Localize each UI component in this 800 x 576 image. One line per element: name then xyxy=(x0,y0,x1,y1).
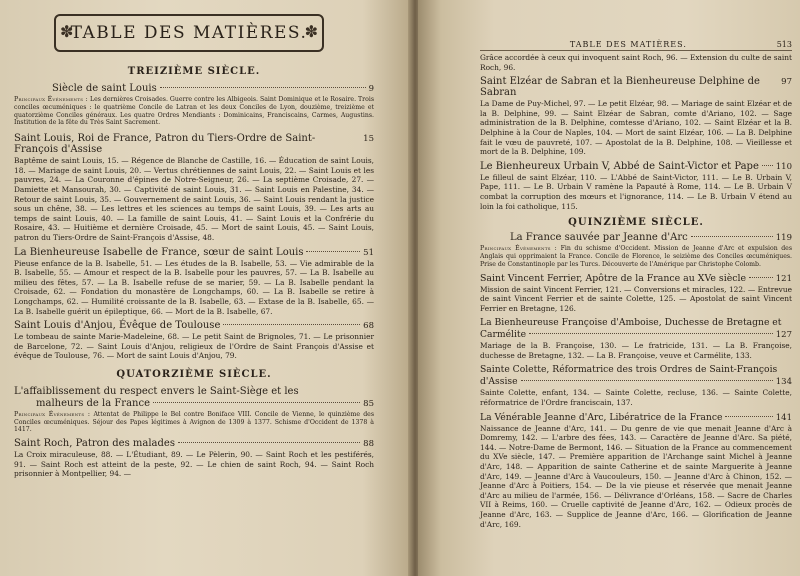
entry-title: Saint Roch, Patron des malades xyxy=(14,438,175,450)
entry-title: Siècle de saint Louis xyxy=(52,83,157,94)
leader-dots xyxy=(153,402,360,403)
entry-summary: Le filleul de saint Elzéar, 110. — L'Abbé de Saint-Victor, 111. — Le B. Urbain V, Pape, 111. — Le B. Urbain V ramène la Papauté à Rome, 114. — Le B. Urbain V combat la corruption des mœurs et l'ignorance, 114. — Le B. Urbain V étend au loin la foi catholique, 115. xyxy=(480,172,792,211)
entry-summary: Pieuse enfance de la B. Isabelle, 51. — Les études de la B. Isabelle, 53. — Vie admirable de la B. Isabelle, 55. — Amour et respect de la B. Isabelle pour les pauvres, 57. — La B. Isabelle au milieu des fêtes, 57. — La B. Isabelle refuse de se marier, 59. — La B. Isabelle pendant la Croisade, 62. — Fondation du monastère de Longchamps, 60. — La B. Isabelle se retire à Longchamps, 62. — Humilité croissante de la B. Isabelle, 63. — Extase de la B. Isabelle, 65. — La B. Isabelle guérit un épileptique, 66. — Mort de la B. Isabelle, 67. xyxy=(14,258,374,316)
leader-dots xyxy=(160,87,366,88)
entry-page: 15 xyxy=(363,134,374,145)
entry-page: 85 xyxy=(363,398,374,409)
leader-dots xyxy=(223,324,360,325)
toc-entry[interactable] xyxy=(480,232,792,243)
entry-page: 127 xyxy=(775,330,792,341)
century-heading-15: QUINZIÈME SIÈCLE. xyxy=(568,217,704,229)
entry-title: Le Bienheureux Urbain V, Abbé de Saint-Victor et Pape xyxy=(480,160,759,172)
entry-summary: Baptême de saint Louis, 15. — Régence de Blanche de Castille, 16. — Éducation de saint Louis, 18. — Mariage de saint Louis, 20. — Vertus chrétiennes de saint Louis, 22. — Saint Louis et les pauvres, 24. — La Couronne d'épines de Notre-Seigneur, 26. — La septième Croisade, 27. — Damiette et Mansourah, 30. — Captivité de saint Louis, 31. — Saint Louis en Palestine, 34. — Retour de saint Louis, 35. — Gouvernement de saint Louis, 36. — Saint Louis rendant la justice sous un chêne, 38. — Les lettres et les sciences au temps de saint Louis, 39. — Les arts au temps de saint Louis, 40. — La famille de saint Louis, 41. — Saint Louis et la Confrérie du Rosaire, 43. — Huitième et dernière Croisade, 45. — Mort de saint Louis, 45. — Saint Louis, patron du Tiers-Ordre de Saint-François d'Assise, 48. xyxy=(14,156,374,242)
entry-title: La Bienheureuse Isabelle de France, sœur de saint Louis xyxy=(14,246,304,258)
century-heading-13: TREIZIÈME SIÈCLE. xyxy=(127,66,261,77)
events-paragraph xyxy=(480,245,792,268)
toc-title: ✽ TABLE DES MATIÈRES. xyxy=(70,23,308,43)
toc-entry[interactable] xyxy=(14,247,374,258)
entry-page: 88 xyxy=(363,439,374,450)
toc-title-box xyxy=(54,14,324,52)
entry-summary: Mission de saint Vincent Ferrier, 121. — Conversions et miracles, 122. — Entrevue de saint Vincent Ferrier et de sainte Colette, 125. — Apostolat de saint Vincent Ferrier en Bretagne, 126. xyxy=(480,284,792,313)
events-heading: Principaux Événements : xyxy=(14,96,88,103)
events-paragraph xyxy=(14,96,374,127)
entry-title-line: La Bienheureuse Françoise d'Amboise, Duchesse de Bretagne et xyxy=(480,317,782,329)
entry-page: 134 xyxy=(775,377,792,388)
leader-dots xyxy=(691,236,773,237)
toc-entry[interactable] xyxy=(14,320,374,331)
leader-dots xyxy=(178,442,360,443)
entry-title: La France sauvée par Jeanne d'Arc xyxy=(510,232,688,244)
leader-dots xyxy=(306,251,360,252)
entry-title: Saint Louis, Roi de France, Patron du Tiers-Ordre de Saint-François d'Assise xyxy=(14,133,316,156)
entry-page: 97 xyxy=(781,77,792,88)
entry-summary: Naissance de Jeanne d'Arc, 141. — Du genre de vie que menait Jeanne d'Arc à Domremy, 142. — L'arbre des fées, 143. — Caractère de Jeanne d'Arc. Sa piété, 144. — Notre-Dame de Bermont, 146. — Situation de la France au commencement du XVe siècle, 147. — Première apparition de l'Archange saint Michel à Jeanne d'Arc, 148. — Apparition de sainte Catherine et de sainte Marguerite à Jeanne d'Arc, 149. — Jeanne d'Arc à Vaucouleurs, 150. — Jeanne d'Arc à Chinon, 152. — Jeanne d'Arc à Poitiers, 154. — De la vie pieuse et réservée que menait Jeanne d'Arc au milieu de l'armée, 156. — Délivrance d'Orléans, 158. — Sacre de Charles VII à Reims, 160. — Cruelle captivité de Jeanne d'Arc, 162. — Odieux procès de Jeanne d'Arc, 163. — Supplice de Jeanne d'Arc, 166. — Glorification de Jeanne d'Arc, 169. xyxy=(480,423,792,529)
toc-entry[interactable] xyxy=(14,133,374,155)
entry-page: 68 xyxy=(363,321,374,332)
leader-dots xyxy=(762,165,773,166)
leader-dots xyxy=(749,277,773,278)
events-heading: Principaux Événements : xyxy=(14,410,91,418)
page-number: 513 xyxy=(776,40,792,49)
toc-entry[interactable] xyxy=(480,329,792,340)
right-page xyxy=(418,0,800,576)
running-header xyxy=(480,40,792,51)
toc-entry[interactable] xyxy=(480,376,792,387)
events-text: Fin du schisme d'Occident. Mission de Jeanne d'Arc et expulsion des Anglais qui opprimaient la France. Concile de Florence, le seizième des Conciles œcuméniques. Prise de Constantinople par les Turcs. Découverte de l'Amérique par Christophe Colomb. xyxy=(480,245,793,268)
century-heading-14: QUATORZIÈME SIÈCLE. xyxy=(116,368,272,380)
entry-summary: Mariage de la B. Françoise, 130. — Le fratricide, 131. — La B. Françoise, duchesse de Bretagne, 132. — La B. Françoise, veuve et Carmélite, 133. xyxy=(480,341,792,360)
entry-title-line: Sainte Colette, Réformatrice des trois Ordres de Saint-François xyxy=(480,364,778,376)
leader-dots xyxy=(725,416,772,417)
toc-entry[interactable] xyxy=(480,76,792,98)
toc-entry[interactable] xyxy=(14,83,374,94)
entry-title: Saint Louis d'Anjou, Évêque de Toulouse xyxy=(14,320,221,332)
leader-dots xyxy=(521,380,773,381)
entry-title: Saint Vincent Ferrier, Apôtre de la France au XVe siècle xyxy=(480,272,747,284)
entry-page: 119 xyxy=(775,233,792,244)
events-text: Les dernières Croisades. Guerre contre les Albigeois. Saint Dominique et le Rosaire. Trois conciles œcuméniques : le quatrième Concile de Latran et les deux Conciles de Lyon, douzième, treizième et quatorzième Conciles généraux. Les quatre Ordres Mendiants : Dominicains, Franciscains, Carmes, Augustins. Institution de la fête du Très Saint Sacrement. xyxy=(14,96,374,127)
entry-page: 121 xyxy=(775,273,792,284)
entry-summary: Sainte Colette, enfant, 134. — Sainte Colette, recluse, 136. — Sainte Colette, réformatrice de l'Ordre franciscain, 137. xyxy=(480,388,792,408)
entry-title: d'Assise xyxy=(480,376,518,388)
entry-title: Saint Elzéar de Sabran et la Bienheureuse Delphine de Sabran xyxy=(480,76,760,99)
entry-summary: La Dame de Puy-Michel, 97. — Le petit Elzéar, 98. — Mariage de saint Elzéar et de la B. Delphine, 99. — Saint Elzéar de Sabran, comte d'Ariano, 102. — Sage administration de la B. Delphine, comtesse d'Ariano, 102. — Saint Elzéar et la B. Delphine à la Cour de Naples, 104. — Mort de saint Elzéar, 106. — La B. Delphine fait le vœu de pauvreté, 107. — Apostolat de la B. Delphine, 108. — Vieillesse et mort de la B. Delphine, 109. xyxy=(480,99,792,157)
entry-summary: Le tombeau de sainte Marie-Madeleine, 68. — Le petit Saint de Brignoles, 71. — Le prisonnier de Barcelone, 72. — Saint Louis d'Anjou, religieux de l'Ordre de Saint François d'Assise et évêque de Toulouse, 76. — Mort de saint Louis d'Anjou, 79. xyxy=(14,332,374,361)
entry-page: 141 xyxy=(775,412,792,423)
entry-title-line: L'affaiblissement du respect envers le Saint-Siège et les xyxy=(14,385,299,397)
entry-page: 110 xyxy=(775,161,792,172)
toc-entry[interactable] xyxy=(480,161,792,172)
toc-entry[interactable] xyxy=(14,438,374,449)
events-heading: Principaux Événements : xyxy=(480,245,558,253)
toc-entry[interactable] xyxy=(14,398,374,409)
entry-summary: La Croix miraculeuse, 88. — L'Étudiant, 89. — Le Pèlerin, 90. — Saint Roch et les pestiférés, 91. — Saint Roch est atteint de la peste, 92. — Le chien de saint Roch, 94. — Saint Roch prisonnier à Montpellier, 94. — xyxy=(14,450,374,479)
entry-title: La Vénérable Jeanne d'Arc, Libératrice de la France xyxy=(480,411,723,423)
events-paragraph xyxy=(14,411,374,434)
events-text: Attentat de Philippe le Bel contre Boniface VIII. Concile de Vienne, le quinzième des Conciles œcuméniques. Séjour des Papes légitimes à Avignon de 1309 à 1377. Schisme d'Occident de 1378 à 1417. xyxy=(14,410,375,434)
entry-title: malheurs de la France xyxy=(36,397,151,409)
entry-page: 9 xyxy=(368,84,374,94)
toc-entry[interactable] xyxy=(480,412,792,423)
entry-page: 51 xyxy=(363,247,374,258)
running-title: TABLE DES MATIÈRES. xyxy=(569,40,687,49)
entry-title: Carmélite xyxy=(480,329,527,341)
leader-dots xyxy=(529,333,773,334)
toc-entry[interactable] xyxy=(480,273,792,284)
entry-summary: Grâce accordée à ceux qui invoquent saint Roch, 96. — Extension du culte de saint Roch, 96. xyxy=(480,53,792,72)
